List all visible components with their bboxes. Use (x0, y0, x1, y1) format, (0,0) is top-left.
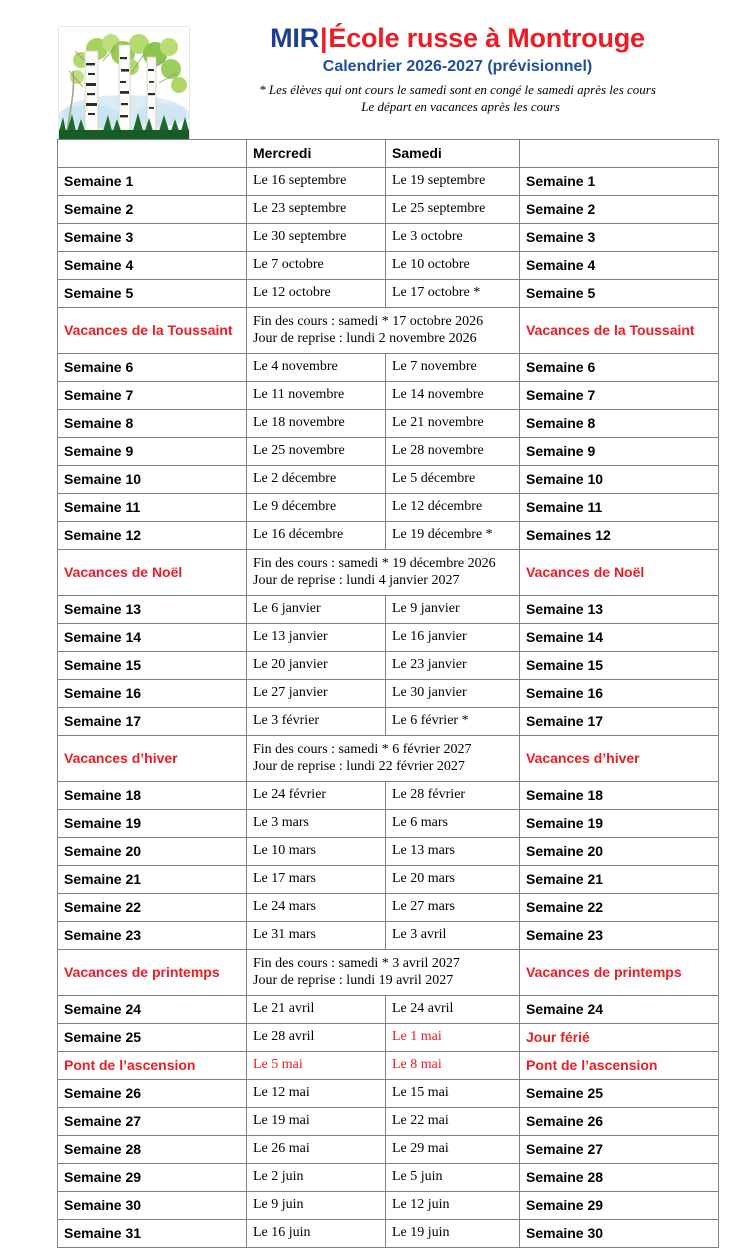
vacation-label-left: Vacances de printemps (58, 950, 247, 996)
table-row (58, 1108, 719, 1136)
wednesday-date: Le 28 avril (247, 1024, 386, 1052)
wednesday-date: Le 2 juin (247, 1164, 386, 1192)
week-label-left: Semaine 19 (58, 810, 247, 838)
vacation-label-left: Vacances de la Toussaint (58, 308, 247, 354)
vacation-end-of-classes: Fin des cours : samedi * 3 avril 2027 (253, 956, 460, 971)
vacation-return-day: Jour de reprise : lundi 19 avril 2027 (253, 973, 454, 988)
saturday-date: Le 25 septembre (386, 196, 520, 224)
vacation-details (247, 950, 520, 996)
saturday-date: Le 30 janvier (386, 680, 520, 708)
saturday-date: Le 21 novembre (386, 410, 520, 438)
week-label-left: Semaine 20 (58, 838, 247, 866)
week-label-right: Semaine 15 (520, 652, 719, 680)
wednesday-date: Le 27 janvier (247, 680, 386, 708)
week-label-right: Semaine 14 (520, 624, 719, 652)
table-row (58, 624, 719, 652)
wednesday-date: Le 12 mai (247, 1080, 386, 1108)
saturday-date: Le 3 octobre (386, 224, 520, 252)
vacation-end-of-classes: Fin des cours : samedi * 6 février 2027 (253, 742, 472, 757)
week-label-left: Semaine 4 (58, 252, 247, 280)
saturday-date: Le 1 mai (386, 1024, 520, 1052)
wednesday-date: Le 19 mai (247, 1108, 386, 1136)
vacation-row (58, 736, 719, 782)
note-departure: Le départ en vacances après les cours (361, 99, 560, 114)
saturday-date: Le 12 juin (386, 1192, 520, 1220)
week-label-left: Semaine 27 (58, 1108, 247, 1136)
saturday-date: Le 20 mars (386, 866, 520, 894)
wednesday-date: Le 3 février (247, 708, 386, 736)
vacation-label-right: Vacances d’hiver (520, 736, 719, 782)
saturday-date: Le 10 octobre (386, 252, 520, 280)
week-label-right: Jour férié (520, 1024, 719, 1052)
saturday-date: Le 6 mars (386, 810, 520, 838)
week-label-left: Semaine 18 (58, 782, 247, 810)
table-row (58, 1080, 719, 1108)
week-label-left: Semaine 12 (58, 522, 247, 550)
saturday-date: Le 24 avril (386, 996, 520, 1024)
vacation-details (247, 308, 520, 354)
wednesday-date: Le 23 septembre (247, 196, 386, 224)
table-row (58, 1136, 719, 1164)
week-label-left: Semaine 6 (58, 354, 247, 382)
wednesday-date: Le 30 septembre (247, 224, 386, 252)
vacation-return-day: Jour de reprise : lundi 4 janvier 2027 (253, 573, 460, 588)
saturday-date: Le 19 septembre (386, 168, 520, 196)
week-label-right: Semaine 3 (520, 224, 719, 252)
week-label-left: Semaine 9 (58, 438, 247, 466)
table-header-row (58, 140, 719, 168)
week-label-left: Semaine 3 (58, 224, 247, 252)
wednesday-date: Le 24 février (247, 782, 386, 810)
wednesday-date: Le 7 octobre (247, 252, 386, 280)
week-label-right: Semaine 25 (520, 1080, 719, 1108)
table-row (58, 252, 719, 280)
wednesday-date: Le 18 novembre (247, 410, 386, 438)
week-label-left: Semaine 1 (58, 168, 247, 196)
wednesday-date: Le 17 mars (247, 866, 386, 894)
saturday-date: Le 15 mai (386, 1080, 520, 1108)
week-label-right: Semaine 1 (520, 168, 719, 196)
wednesday-date: Le 10 mars (247, 838, 386, 866)
week-label-right: Semaine 28 (520, 1164, 719, 1192)
vacation-details (247, 736, 520, 782)
week-label-left: Semaine 22 (58, 894, 247, 922)
saturday-date: Le 12 décembre (386, 494, 520, 522)
table-row (58, 466, 719, 494)
week-label-left: Semaine 23 (58, 922, 247, 950)
wednesday-date: Le 9 juin (247, 1192, 386, 1220)
saturday-date: Le 28 février (386, 782, 520, 810)
week-label-left: Semaine 8 (58, 410, 247, 438)
saturday-date: Le 19 décembre * (386, 522, 520, 550)
wednesday-date: Le 9 décembre (247, 494, 386, 522)
week-label-right: Semaine 4 (520, 252, 719, 280)
wednesday-date: Le 16 décembre (247, 522, 386, 550)
calendar-table-wrapper (57, 139, 718, 1248)
wednesday-date: Le 16 juin (247, 1220, 386, 1248)
saturday-date: Le 9 janvier (386, 596, 520, 624)
week-label-left: Semaine 31 (58, 1220, 247, 1248)
table-row (58, 782, 719, 810)
week-label-left: Semaine 17 (58, 708, 247, 736)
column-header-week-right (520, 140, 719, 168)
week-label-left: Semaine 10 (58, 466, 247, 494)
week-label-right: Semaine 13 (520, 596, 719, 624)
vacation-row (58, 308, 719, 354)
table-row (58, 652, 719, 680)
saturday-date: Le 7 novembre (386, 354, 520, 382)
week-label-left: Semaine 15 (58, 652, 247, 680)
week-label-right: Semaine 17 (520, 708, 719, 736)
week-label-right: Semaine 20 (520, 838, 719, 866)
table-row (58, 1164, 719, 1192)
vacation-label-left: Vacances d’hiver (58, 736, 247, 782)
vacation-end-of-classes: Fin des cours : samedi * 17 octobre 2026 (253, 314, 484, 329)
week-label-right: Semaine 5 (520, 280, 719, 308)
table-row (58, 438, 719, 466)
week-label-right: Semaine 29 (520, 1192, 719, 1220)
birch-trees-icon (59, 27, 189, 139)
week-label-right: Semaine 2 (520, 196, 719, 224)
week-label-left: Semaine 13 (58, 596, 247, 624)
table-row (58, 382, 719, 410)
week-label-right: Semaine 8 (520, 410, 719, 438)
saturday-date: Le 14 novembre (386, 382, 520, 410)
vacation-label-right: Vacances de printemps (520, 950, 719, 996)
wednesday-date: Le 11 novembre (247, 382, 386, 410)
wednesday-date: Le 12 octobre (247, 280, 386, 308)
wednesday-date: Le 31 mars (247, 922, 386, 950)
wednesday-date: Le 4 novembre (247, 354, 386, 382)
saturday-date: Le 27 mars (386, 894, 520, 922)
week-label-left: Semaine 14 (58, 624, 247, 652)
week-label-left: Semaine 7 (58, 382, 247, 410)
week-label-right: Semaine 7 (520, 382, 719, 410)
week-label-left: Pont de l’ascension (58, 1052, 247, 1080)
wednesday-date: Le 25 novembre (247, 438, 386, 466)
week-label-right: Semaine 22 (520, 894, 719, 922)
vacation-row (58, 550, 719, 596)
saturday-date: Le 3 avril (386, 922, 520, 950)
wednesday-date: Le 5 mai (247, 1052, 386, 1080)
table-row (58, 354, 719, 382)
saturday-date: Le 28 novembre (386, 438, 520, 466)
week-label-right: Semaine 21 (520, 866, 719, 894)
wednesday-date: Le 6 janvier (247, 596, 386, 624)
page-subtitle: Calendrier 2026-2027 (prévisionnel) (322, 58, 593, 75)
note-saturday-students: * Les élèves qui ont cours le samedi sont en congé le samedi après les cours (259, 82, 656, 97)
saturday-date: Le 19 juin (386, 1220, 520, 1248)
week-label-left: Semaine 11 (58, 494, 247, 522)
wednesday-date: Le 2 décembre (247, 466, 386, 494)
title-rest: École russe à Montrouge (328, 23, 645, 53)
saturday-date: Le 17 octobre * (386, 280, 520, 308)
calendar-table (57, 139, 719, 1248)
title-brand: MIR (270, 23, 320, 53)
week-label-left: Semaine 24 (58, 996, 247, 1024)
wednesday-date: Le 26 mai (247, 1136, 386, 1164)
week-label-right: Semaine 24 (520, 996, 719, 1024)
table-row (58, 680, 719, 708)
saturday-date: Le 29 mai (386, 1136, 520, 1164)
week-label-right: Semaine 19 (520, 810, 719, 838)
wednesday-date: Le 13 janvier (247, 624, 386, 652)
saturday-date: Le 5 décembre (386, 466, 520, 494)
week-label-right: Semaine 11 (520, 494, 719, 522)
week-label-right: Semaine 6 (520, 354, 719, 382)
table-row (58, 1192, 719, 1220)
vacation-label-left: Vacances de Noël (58, 550, 247, 596)
vacation-return-day: Jour de reprise : lundi 22 février 2027 (253, 759, 465, 774)
week-label-left: Semaine 30 (58, 1192, 247, 1220)
table-row (58, 1052, 719, 1080)
week-label-left: Semaine 5 (58, 280, 247, 308)
column-header-wednesday: Mercredi (247, 140, 386, 168)
saturday-date: Le 8 mai (386, 1052, 520, 1080)
vacation-details (247, 550, 520, 596)
vacation-label-right: Vacances de la Toussaint (520, 308, 719, 354)
week-label-right: Semaine 9 (520, 438, 719, 466)
wednesday-date: Le 24 mars (247, 894, 386, 922)
table-row (58, 1024, 719, 1052)
table-row (58, 810, 719, 838)
week-label-right: Semaine 10 (520, 466, 719, 494)
page-header (0, 0, 755, 144)
table-row (58, 280, 719, 308)
week-label-right: Semaine 30 (520, 1220, 719, 1248)
week-label-left: Semaine 16 (58, 680, 247, 708)
vacation-end-of-classes: Fin des cours : samedi * 19 décembre 2026 (253, 556, 496, 571)
saturday-date: Le 22 mai (386, 1108, 520, 1136)
week-label-right: Semaine 23 (520, 922, 719, 950)
table-row (58, 708, 719, 736)
week-label-left: Semaine 21 (58, 866, 247, 894)
column-header-saturday: Samedi (386, 140, 520, 168)
table-row (58, 410, 719, 438)
week-label-right: Semaine 26 (520, 1108, 719, 1136)
week-label-left: Semaine 26 (58, 1080, 247, 1108)
vacation-row (58, 950, 719, 996)
wednesday-date: Le 3 mars (247, 810, 386, 838)
table-row (58, 866, 719, 894)
vacation-label-right: Vacances de Noël (520, 550, 719, 596)
table-row (58, 224, 719, 252)
header-titles (190, 22, 755, 115)
saturday-date: Le 16 janvier (386, 624, 520, 652)
vacation-return-day: Jour de reprise : lundi 2 novembre 2026 (253, 331, 477, 346)
wednesday-date: Le 21 avril (247, 996, 386, 1024)
week-label-left: Semaine 28 (58, 1136, 247, 1164)
week-label-left: Semaine 29 (58, 1164, 247, 1192)
page-title (190, 22, 725, 54)
week-label-right: Pont de l’ascension (520, 1052, 719, 1080)
table-row (58, 996, 719, 1024)
school-logo (58, 26, 190, 140)
saturday-date: Le 13 mars (386, 838, 520, 866)
saturday-date: Le 23 janvier (386, 652, 520, 680)
week-label-left: Semaine 25 (58, 1024, 247, 1052)
week-label-right: Semaine 16 (520, 680, 719, 708)
week-label-right: Semaine 18 (520, 782, 719, 810)
table-row (58, 1220, 719, 1248)
table-row (58, 922, 719, 950)
table-row (58, 838, 719, 866)
table-row (58, 494, 719, 522)
column-header-week-left (58, 140, 247, 168)
week-label-left: Semaine 2 (58, 196, 247, 224)
table-row (58, 168, 719, 196)
table-row (58, 522, 719, 550)
week-label-right: Semaines 12 (520, 522, 719, 550)
saturday-date: Le 5 juin (386, 1164, 520, 1192)
table-row (58, 596, 719, 624)
week-label-right: Semaine 27 (520, 1136, 719, 1164)
title-separator: | (320, 23, 328, 53)
wednesday-date: Le 20 janvier (247, 652, 386, 680)
table-row (58, 894, 719, 922)
table-row (58, 196, 719, 224)
saturday-date: Le 6 février * (386, 708, 520, 736)
wednesday-date: Le 16 septembre (247, 168, 386, 196)
